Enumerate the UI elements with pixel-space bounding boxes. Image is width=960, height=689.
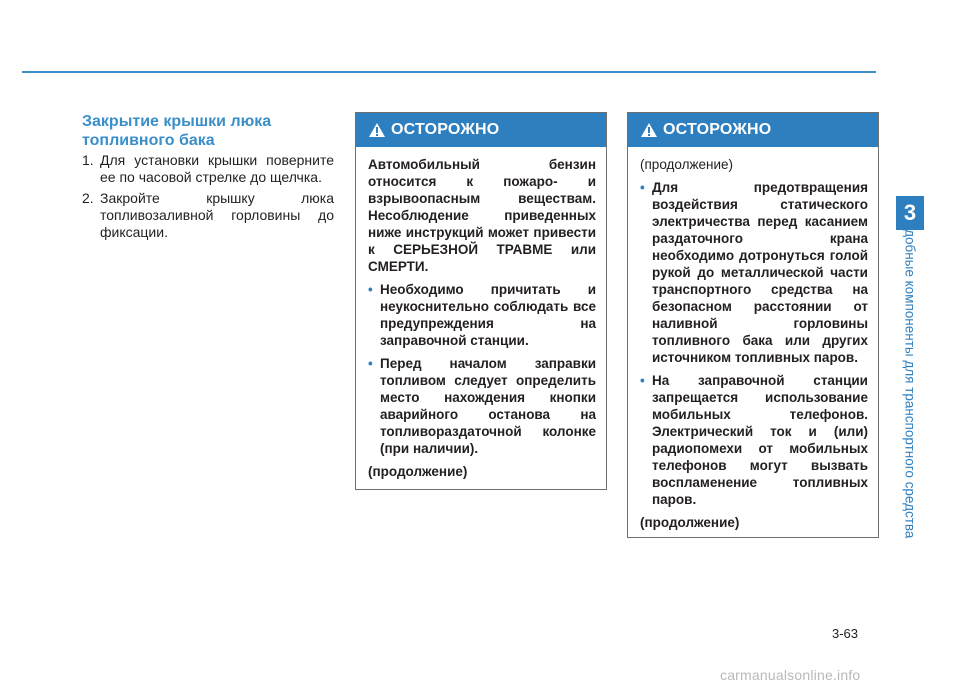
warning-body — [628, 147, 878, 547]
chapter-tab: 3 — [896, 196, 924, 230]
warning-header — [356, 113, 606, 147]
section-title: Закрытие крышки люка топливного бака — [82, 113, 272, 149]
warning-bullet — [368, 281, 596, 349]
warning-box-1 — [355, 112, 607, 490]
bullet-dot: • — [368, 282, 373, 297]
warning-heading: ОСТОРОЖНО — [391, 121, 500, 138]
bullet-text: Для предотвращения воздействия статического электричества перед касанием раздаточного крана необходимо дотронуться голой рукой до металлической части транспортного средства на безопасном расстоянии от наливной горловины топливного бака или других источником топливных паров. — [652, 180, 868, 365]
steps-list — [82, 152, 334, 245]
step-item — [82, 152, 334, 186]
chapter-title: Удобные компоненты для транспортного средства — [902, 221, 918, 539]
step-number: 2. — [82, 190, 94, 206]
warning-intro: (продолжение) — [640, 157, 734, 172]
warning-triangle-icon — [640, 122, 658, 138]
step-text: Для установки крышки поверните ее по часовой стрелке до щелчка. — [100, 152, 334, 185]
warning-box-2 — [627, 112, 879, 538]
step-number: 1. — [82, 152, 94, 168]
warning-header — [628, 113, 878, 147]
top-rule — [22, 71, 876, 73]
bullet-text: Необходимо причитать и неукоснительно соблюдать все предупреждения на заправочной станции. — [380, 282, 596, 348]
continued-label: (продолжение) — [368, 464, 468, 479]
warning-body — [356, 147, 606, 496]
bullet-dot: • — [640, 180, 645, 195]
warning-bullet — [640, 372, 868, 508]
step-item — [82, 190, 334, 241]
watermark: carmanualsonline.info — [720, 667, 861, 683]
bullet-text: На заправочной станции запрещается использование мобильных телефонов. Электрический ток и (или) радиопомехи от мобильных телефонов могут вызвать воспламенение топливных паров. — [652, 373, 868, 507]
continued-label: (продолжение) — [640, 515, 740, 530]
page-number: 3-63 — [832, 626, 859, 641]
warning-intro: Автомобильный бензин относится к пожаро- и взрывоопасным веществам. Несоблюдение приведенных ниже инструкций может привести к СЕРЬЕЗНОЙ ТРАВМЕ или СМЕРТИ. — [368, 157, 596, 274]
bullet-dot: • — [640, 373, 645, 388]
warning-bullet — [368, 355, 596, 457]
warning-bullet — [640, 179, 868, 366]
bullet-text: Перед началом заправки топливом следует определить место нахождения кнопки аварийного останова на топливораздаточной колонке (при наличии). — [380, 356, 596, 456]
warning-triangle-icon — [368, 122, 386, 138]
step-text: Закройте крышку люка топливозаливной горловины до фиксации. — [100, 190, 334, 240]
warning-heading: ОСТОРОЖНО — [663, 121, 772, 138]
bullet-dot: • — [368, 356, 373, 371]
